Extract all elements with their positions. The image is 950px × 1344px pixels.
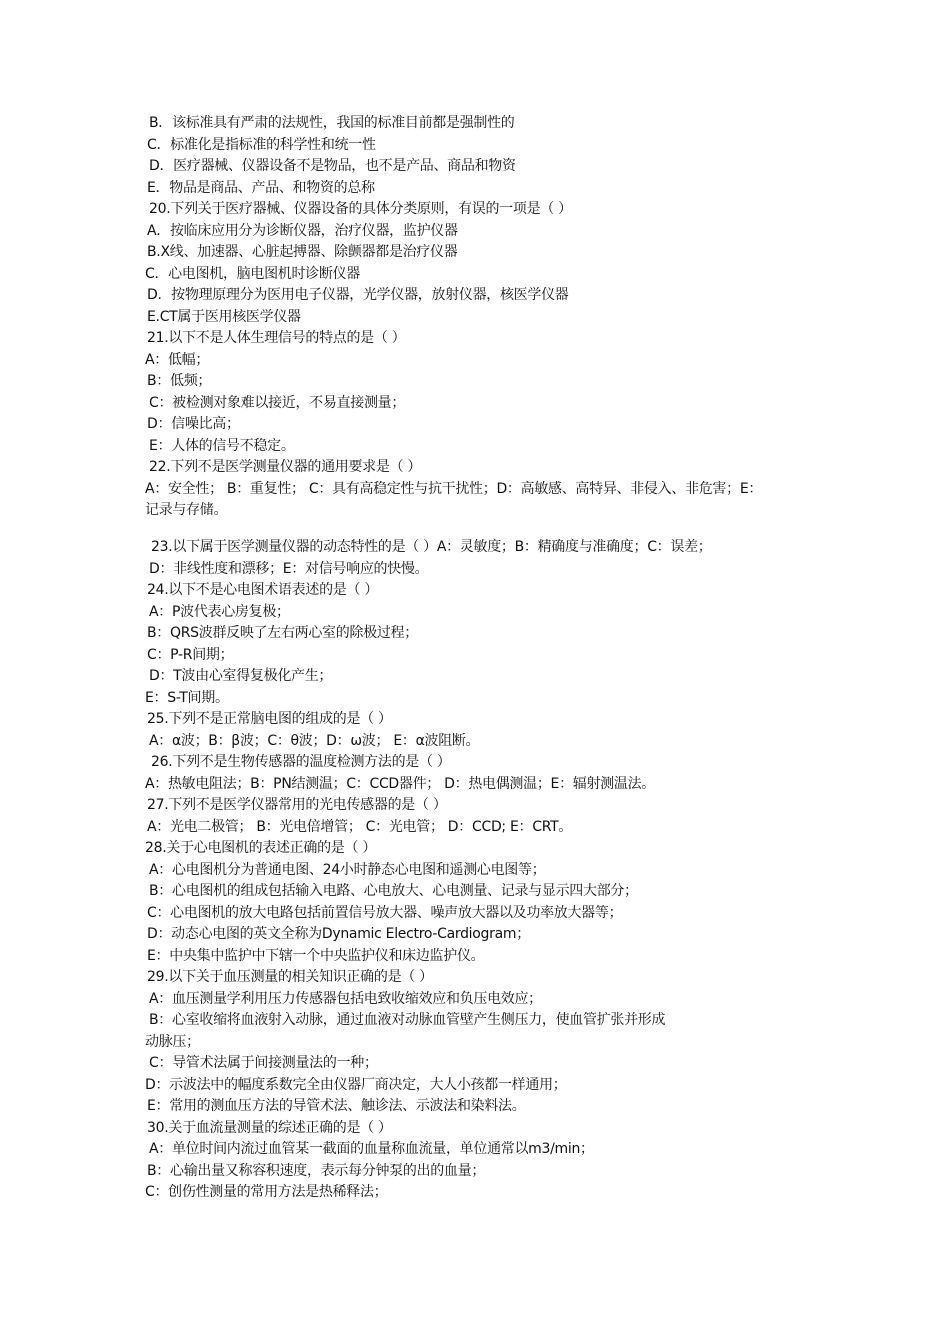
text-line: B：心室收缩将血液射入动脉，通过血液对动脉血管壁产生侧压力，使血管扩张并形成	[149, 1012, 666, 1028]
text-line: C：创伤性测量的常用方法是热稀释法；	[145, 1184, 388, 1200]
text-line: E：S-T间期。	[145, 690, 229, 706]
text-line: B：低频；	[147, 373, 212, 389]
text-line: C．标准化是指标准的科学性和统一性	[147, 137, 376, 153]
question-23: 23.以下属于医学测量仪器的动态特性的是（ ）A：灵敏度；B：精确度与准确度；C：误差；	[151, 539, 712, 555]
text-line: C．心电图机，脑电图机时诊断仪器	[145, 266, 360, 282]
text-line: A：血压测量学利用压力传感器包括电致收缩效应和负压电效应；	[149, 991, 542, 1007]
question-26: 26.下列不是生物传感器的温度检测方法的是（ ）	[151, 754, 451, 770]
question-21: 21.以下不是人体生理信号的特点的是（ ）	[147, 330, 406, 346]
text-line: A：单位时间内流过血管某一截面的血量称血流量，单位通常以m3/min；	[149, 1141, 594, 1157]
question-22: 22.下列不是医学测量仪器的通用要求是（ ）	[149, 459, 422, 475]
question-24: 24.以下不是心电图术语表述的是（ ）	[147, 582, 379, 598]
text-line: A：P波代表心房复极；	[149, 604, 290, 620]
text-line: C：导管术法属于间接测量法的一种；	[149, 1055, 378, 1071]
text-line: A：热敏电阻法；B：PN结测温；C：CCD器件； D：热电偶测温；E：辐射测温法。	[145, 776, 655, 792]
text-line: E．物品是商品、产品、和物资的总称	[147, 180, 375, 196]
text-line: D：示波法中的幅度系数完全由仪器厂商决定，大人小孩都一样通用；	[145, 1077, 567, 1093]
question-29: 29.以下关于血压测量的相关知识正确的是（ ）	[147, 969, 433, 985]
text-line: E：中央集中监护中下辖一个中央监护仪和床边监护仪。	[147, 948, 485, 964]
text-line: B：心输出量又称容积速度，表示每分钟泵的出的血量；	[147, 1163, 486, 1179]
text-line: D：动态心电图的英文全称为Dynamic Electro-Cardiogram；	[147, 926, 530, 942]
question-27: 27.下列不是医学仪器常用的光电传感器的是（ ）	[147, 797, 447, 813]
text-line: A：光电二极管； B：光电倍增管； C：光电管； D：CCD; E：CRT。	[147, 819, 573, 835]
text-line: C：心电图机的放大电路包括前置信号放大器、噪声放大器以及功率放大器等；	[147, 905, 623, 921]
text-line: A：安全性； B：重复性； C：具有高稳定性与抗干扰性；D：高敏感、高特异、非侵入、非危害；E：	[145, 481, 763, 497]
text-line: B.X线、加速器、心脏起搏器、除颤器都是治疗仪器	[147, 244, 458, 260]
question-28: 28.关于心电图机的表述正确的是（ ）	[145, 840, 377, 856]
text-line: B：QRS波群反映了左右两心室的除极过程；	[147, 625, 418, 641]
text-line: C：P-R间期；	[147, 647, 234, 663]
question-25: 25.下列不是正常脑电图的组成的是（ ）	[147, 711, 392, 727]
text-line: D．按物理原理分为医用电子仪器，光学仪器，放射仪器，核医学仪器	[147, 287, 569, 303]
text-line: A．按临床应用分为诊断仪器，治疗仪器，监护仪器	[147, 223, 458, 239]
question-20: 20.下列关于医疗器械、仪器设备的具体分类原则，有误的一项是（ ）	[149, 201, 572, 217]
text-line: E：人体的信号不稳定。	[149, 438, 295, 454]
text-line: B．该标准具有严肃的法规性，我国的标准目前都是强制性的	[149, 115, 515, 131]
text-line: B：心电图机的组成包括输入电路、心电放大、心电测量、记录与显示四大部分；	[149, 883, 638, 899]
text-line: A：α波；B：β波；C：θ波；D：ω波； E：α波阻断。	[149, 733, 480, 749]
text-line: A：心电图机分为普通电图、24小时静态心电图和遥测心电图等；	[149, 862, 546, 878]
text-line: 动脉压；	[145, 1034, 200, 1050]
text-line: D：非线性度和漂移；E：对信号响应的快慢。	[149, 561, 429, 577]
question-30: 30.关于血流量测量的综述正确的是（ ）	[147, 1120, 392, 1136]
text-line: E：常用的测血压方法的导管术法、触诊法、示波法和染料法。	[147, 1098, 526, 1114]
text-line: E.CT属于医用核医学仪器	[147, 309, 301, 325]
text-line: 记录与存储。	[145, 502, 228, 518]
text-line: D．医疗器械、仪器设备不是物品，也不是产品、商品和物资	[149, 158, 516, 174]
text-line: C：被检测对象难以接近，不易直接测量；	[149, 395, 406, 411]
text-line: A：低幅；	[145, 352, 210, 368]
text-line: D：信噪比高；	[147, 416, 240, 432]
text-line: D：T波由心室得复极化产生；	[149, 668, 333, 684]
